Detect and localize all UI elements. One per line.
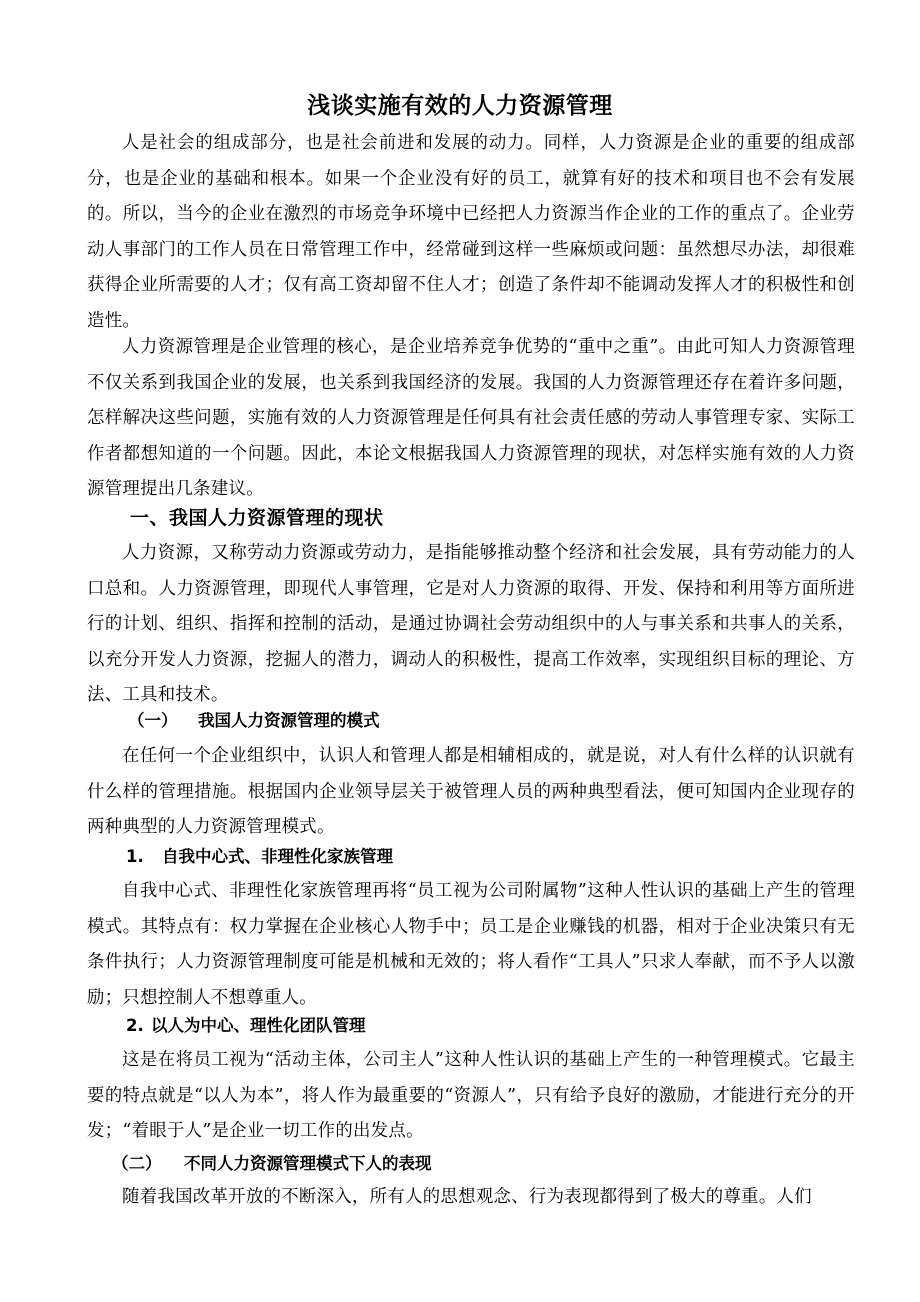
item-2-paragraph: 这是在将员工视为“活动主体，公司主人”这种人性认识的基础上产生的一种管理模式。它最主要的特点就是“以人为本”，将人作为最重要的“资源人”，只有给予良好的激励，才能进行充分的开发；“着眼于人”是企业一切工作的出发点。 xyxy=(87,1050,855,1141)
subsection-1-paragraph: 在任何一个企业组织中，认识人和管理人都是相辅相成的，就是说，对人有什么样的认识就有什么样的管理措施。根据国内企业领导层关于被管理人员的两种典型看法，便可知国内企业现存的两种典型的人力资源管理模式。 xyxy=(87,746,855,837)
item-2-heading xyxy=(126,1009,366,1043)
intro-paragraph-1: 人是社会的组成部分，也是社会前进和发展的动力。同样，人力资源是企业的重要的组成部分，也是企业的基础和根本。如果一个企业没有好的员工，就算有好的技术和项目也不会有发展的。所以，当今的企业在激烈的市场竞争环境中已经把人力资源当作企业的工作的重点了。企业劳动人事部门的工作人员在日常管理工作中，经常碰到这样一些麻烦或问题：虽然想尽办法，却很难获得企业所需要的人才；仅有高工资却留不住人才；创造了条件却不能调动发挥人才的积极性和创造性。 xyxy=(87,133,855,331)
item-1-heading xyxy=(126,840,393,874)
item-1-paragraph: 自我中心式、非理性化家族管理再将“员工视为公司附属物”这种人性认识的基础上产生的管理模式。其特点有：权力掌握在企业核心人物手中；员工是企业赚钱的机器，相对于企业决策只有无条件执行；人力资源管理制度可能是机械和无效的；将人看作“工具人”只求人奉献，而不予人以激励；只想控制人不想尊重人。 xyxy=(87,881,855,1008)
subsection-2-title: 不同人力资源管理模式下人的表现 xyxy=(184,1154,432,1173)
subsection-2-heading xyxy=(112,1147,432,1181)
subsection-2-number: （二） xyxy=(112,1154,162,1173)
subsection-2-paragraph: 随着我国改革开放的不断深入，所有人的思想观念、行为表现都得到了极大的尊重。人们 xyxy=(122,1187,812,1207)
section-1-heading: 一、我国人力资源管理的现状 xyxy=(130,507,384,529)
item-1-title: 自我中心式、非理性化家族管理 xyxy=(162,847,393,866)
subsection-1-number: （一） xyxy=(128,711,178,730)
item-2-number: 2. xyxy=(126,1016,144,1035)
subsection-1-heading xyxy=(128,704,380,738)
subsection-1-title: 我国人力资源管理的模式 xyxy=(198,711,380,730)
section-1-paragraph: 人力资源，又称劳动力资源或劳动力，是指能够推动整个经济和社会发展，具有劳动能力的人口总和。人力资源管理，即现代人事管理，它是对人力资源的取得、开发、保持和利用等方面所进行的计划、组织、指挥和控制的活动，是通过协调社会劳动组织中的人与事关系和共事人的关系，以充分开发人力资源，挖掘人的潜力，调动人的积极性，提高工作效率，实现组织目标的理论、方法、工具和技术。 xyxy=(87,543,855,705)
intro-paragraph-2: 人力资源管理是企业管理的核心，是企业培养竞争优势的“重中之重”。由此可知人力资源管理不仅关系到我国企业的发展，也关系到我国经济的发展。我国的人力资源管理还存在着许多问题，怎样解决这些问题，实施有效的人力资源管理是任何具有社会责任感的劳动人事管理专家、实际工作者都想知道的一个问题。因此，本论文根据我国人力资源管理的现状，对怎样实施有效的人力资源管理提出几条建议。 xyxy=(87,337,855,499)
item-2-title: 以人为中心、理性化团队管理 xyxy=(151,1016,366,1035)
item-1-number: 1. xyxy=(126,847,144,866)
document-title: 浅谈实施有效的人力资源管理 xyxy=(307,93,613,119)
